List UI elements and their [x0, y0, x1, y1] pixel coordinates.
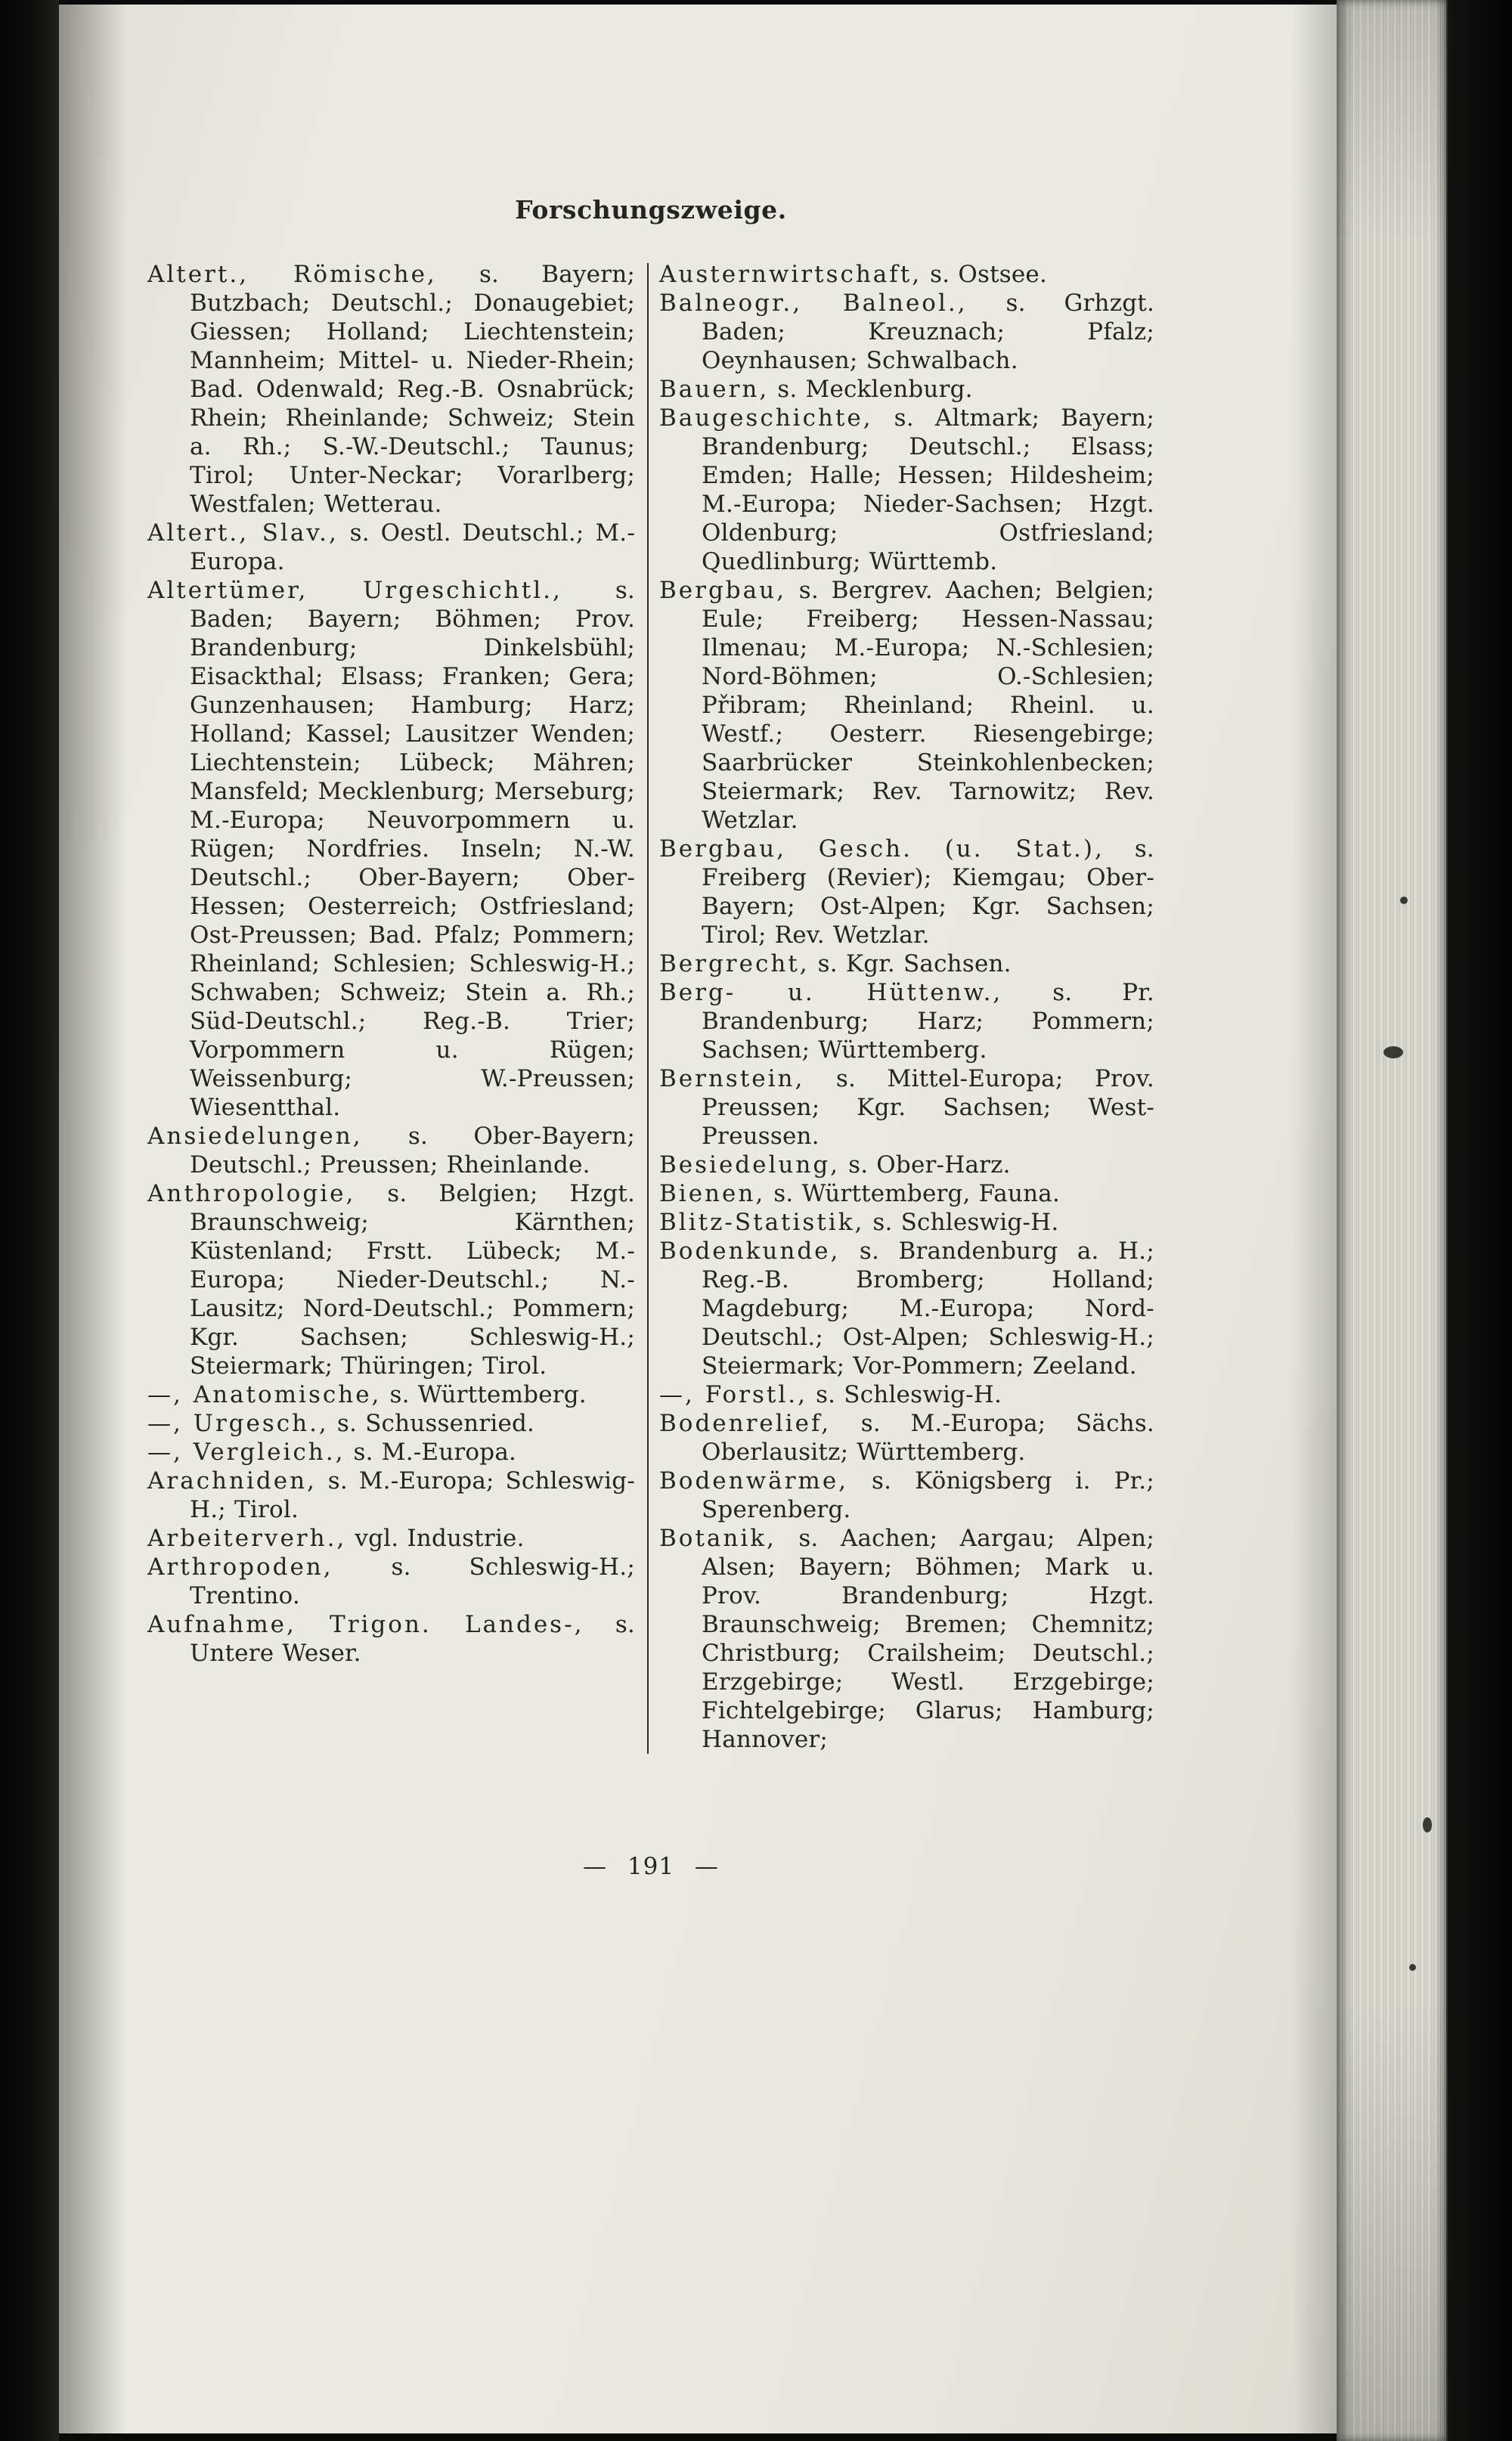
- index-entry: [147, 1438, 635, 1467]
- index-entry: [659, 1208, 1154, 1237]
- entry-references: s. Schleswig-H.; Trentino.: [190, 1554, 635, 1609]
- entry-references: s. Bergrev. Aachen; Belgien; Eule; Freiberg; Hessen-Nassau; Ilmenau; M.-Europa; N.-Schlesien; Nord-Böhmen; O.-Schlesien; Přibram; Rheinland; Rheinl. u. Westf.; Oesterr. Riesengebirge; Saarbrücker Steinkohlenbecken; Steiermark; Rev. Tarnowitz; Rev. Wetzlar.: [702, 577, 1155, 834]
- entry-term: Bergbau,: [659, 577, 786, 604]
- left-column: [147, 260, 635, 1754]
- column-divider-rule: [647, 263, 649, 1754]
- index-entry: [659, 260, 1154, 289]
- dust-speck: [1409, 1964, 1416, 1971]
- index-entry: [659, 1151, 1154, 1179]
- index-entry: [659, 835, 1154, 949]
- entry-term: Baugeschichte,: [659, 404, 873, 432]
- entry-references: s. Altmark; Bayern; Brandenburg; Deutschl.; Elsass; Emden; Halle; Hessen; Hildesheim; M.-Europa; Nieder-Sachsen; Hzgt. Oldenburg; Ostfriesland; Quedlinburg; Württemb.: [702, 404, 1154, 575]
- entry-term: Bodenrelief,: [659, 1410, 832, 1437]
- page-content: [147, 5, 1154, 1881]
- index-entry: [147, 1122, 635, 1179]
- entry-term: Aufnahme, Trigon. Landes-,: [147, 1611, 584, 1638]
- dust-speck: [1423, 1817, 1432, 1832]
- entry-term: Arthropoden,: [147, 1554, 333, 1581]
- index-entry: [659, 1237, 1154, 1380]
- entry-term: —, Vergleich.,: [147, 1439, 345, 1466]
- entry-references: s. Schleswig-H.: [816, 1381, 1002, 1408]
- entry-references: s. M.-Europa; Sächs. Oberlausitz; Württemberg.: [702, 1410, 1154, 1466]
- index-entry: [147, 1409, 635, 1438]
- index-columns: [147, 260, 1154, 1754]
- entry-references: s. Mittel-Europa; Prov. Preussen; Kgr. Sachsen; West-Preussen.: [702, 1065, 1154, 1150]
- dust-speck: [1383, 1046, 1403, 1058]
- index-entry: [147, 1179, 635, 1380]
- dust-speck: [1400, 897, 1408, 904]
- entry-references: s. Württemberg, Fauna.: [773, 1180, 1061, 1207]
- index-entry: [659, 1467, 1154, 1524]
- entry-term: Berg- u. Hüttenw.,: [659, 979, 1003, 1006]
- entry-references: s. Ober-Harz.: [848, 1151, 1011, 1179]
- entry-term: Bienen,: [659, 1180, 766, 1207]
- page-edges: [1337, 0, 1448, 2441]
- entry-references: s. Schleswig-H.: [872, 1209, 1059, 1236]
- index-entry: [147, 260, 635, 519]
- entry-references: s. Pr. Brandenburg; Harz; Pommern; Sachsen; Württemberg.: [702, 979, 1154, 1064]
- entry-references: s. Aachen; Aargau; Alpen; Alsen; Bayern; Böhmen; Mark u. Prov. Brandenburg; Hzgt. Braunschweig; Bremen; Chemnitz; Christburg; Crailsheim; Deutschl.; Erzgebirge; Westl. Erzgebirge; Fichtelgebirge; Glarus; Hamburg; Hannover;: [702, 1525, 1154, 1753]
- entry-term: Bergbau, Gesch. (u. Stat.),: [659, 835, 1105, 863]
- entry-term: Balneogr., Balneol.,: [659, 290, 968, 317]
- entry-term: —, Anatomische,: [147, 1381, 382, 1408]
- index-entry: [659, 1179, 1154, 1208]
- index-entry: [659, 289, 1154, 375]
- index-entry: [147, 1467, 635, 1524]
- entry-references: s. Königsberg i. Pr.; Sperenberg.: [702, 1467, 1154, 1523]
- entry-term: Bodenwärme,: [659, 1467, 849, 1495]
- entry-term: Bernstein,: [659, 1065, 805, 1092]
- index-entry: [659, 1524, 1154, 1754]
- entry-references: s. Untere Weser.: [190, 1611, 635, 1667]
- entry-term: Altertümer, Urgeschichtl.,: [147, 577, 562, 604]
- index-entry: [147, 1380, 635, 1409]
- entry-references: s. M.-Europa.: [353, 1439, 517, 1466]
- book-cover-right: [1446, 0, 1512, 2441]
- index-entry: [659, 1064, 1154, 1151]
- entry-references: s. Oestl. Deutschl.; M.-Europa.: [190, 519, 636, 575]
- entry-term: Bergrecht,: [659, 950, 810, 977]
- book-binding-left: [0, 0, 59, 2441]
- entry-references: s. Freiberg (Revier); Kiemgau; Ober-Bayern; Ost-Alpen; Kgr. Sachsen; Tirol; Rev. Wetzlar.: [702, 835, 1154, 949]
- book-page: [59, 5, 1337, 2433]
- index-entry: [659, 404, 1154, 576]
- entry-references: vgl. Industrie.: [355, 1525, 525, 1552]
- entry-term: —, Forstl.,: [659, 1381, 807, 1408]
- entry-references: s. Ober-Bayern; Deutschl.; Preussen; Rheinlande.: [190, 1123, 635, 1179]
- entry-references: s. Bayern; Butzbach; Deutschl.; Donaugebiet; Giessen; Holland; Liechtenstein; Mannheim; Mittel- u. Nieder-Rhein; Bad. Odenwald; Reg.-B. Osnabrück; Rhein; Rheinlande; Schweiz; Stein a. Rh.; S.-W.-Deutschl.; Taunus; Tirol; Unter-Neckar; Vorarlberg; Westfalen; Wetterau.: [190, 261, 636, 518]
- entry-term: Arachniden,: [147, 1467, 317, 1495]
- index-entry: [147, 1610, 635, 1668]
- entry-references: s. Kgr. Sachsen.: [817, 950, 1012, 977]
- entry-references: s. M.-Europa; Schleswig-H.; Tirol.: [190, 1467, 635, 1523]
- entry-term: Altert., Slav.,: [147, 519, 339, 547]
- entry-term: Bauern,: [659, 376, 770, 403]
- index-entry: [659, 576, 1154, 835]
- entry-references: s. Schussenried.: [336, 1410, 535, 1437]
- entry-term: Altert., Römische,: [147, 261, 437, 288]
- entry-term: Blitz-Statistik,: [659, 1209, 865, 1236]
- entry-references: s. Brandenburg a. H.; Reg.-B. Bromberg; Holland; Magdeburg; M.-Europa; Nord-Deutschl.; Ost-Alpen; Schleswig-H.; Steiermark; Vor-Pommern; Zeeland.: [702, 1238, 1154, 1380]
- entry-references: s. Mecklenburg.: [777, 376, 973, 403]
- entry-term: Ansiedelungen,: [147, 1123, 363, 1150]
- entry-references: s. Ostsee.: [930, 261, 1047, 288]
- index-entry: [659, 375, 1154, 404]
- page-number: — 191 —: [583, 1853, 719, 1880]
- entry-term: Anthropologie,: [147, 1180, 356, 1207]
- entry-references: s. Belgien; Hzgt. Braunschweig; Kärnthen; Küstenland; Frstt. Lübeck; M.-Europa; Nieder-Deutschl.; N.-Lausitz; Nord-Deutschl.; Pommern; Kgr. Sachsen; Schleswig-H.; Steiermark; Thüringen; Tirol.: [190, 1180, 635, 1380]
- entry-term: Bodenkunde,: [659, 1238, 841, 1265]
- entry-term: Besiedelung,: [659, 1151, 841, 1179]
- index-entry: [659, 1409, 1154, 1467]
- right-column: [659, 260, 1154, 1754]
- page-header: Forschungszweige.: [515, 195, 787, 225]
- index-entry: [659, 949, 1154, 978]
- entry-term: Arbeiterverh.,: [147, 1525, 347, 1552]
- index-entry: [659, 1380, 1154, 1409]
- index-entry: [147, 519, 635, 576]
- entry-term: Austernwirtschaft,: [659, 261, 922, 288]
- entry-references: s. Württemberg.: [389, 1381, 587, 1408]
- entry-references: s. Baden; Bayern; Böhmen; Prov. Brandenburg; Dinkelsbühl; Eisackthal; Elsass; Franken; Gera; Gunzenhausen; Hamburg; Harz; Holland; Kassel; Lausitzer Wenden; Liechtenstein; Lübeck; Mähren; Mansfeld; Mecklenburg; Merseburg; M.-Europa; Neuvorpommern u. Rügen; Nordfries. Inseln; N.-W. Deutschl.; Ober-Bayern; Ober-Hessen; Oesterreich; Ostfriesland; Ost-Preussen; Bad. Pfalz; Pommern; Rheinland; Schlesien; Schleswig-H.; Schwaben; Schweiz; Stein a. Rh.; Süd-Deutschl.; Reg.-B. Trier; Vorpommern u. Rügen; Weissenburg; W.-Preussen; Wiesentthal.: [190, 577, 635, 1121]
- entry-term: Botanik,: [659, 1525, 776, 1552]
- index-entry: [659, 978, 1154, 1064]
- entry-term: —, Urgesch.,: [147, 1410, 329, 1437]
- index-entry: [147, 576, 635, 1122]
- index-entry: [147, 1524, 635, 1553]
- entry-references: s. Grhzgt. Baden; Kreuznach; Pfalz; Oeynhausen; Schwalbach.: [702, 290, 1154, 374]
- index-entry: [147, 1553, 635, 1610]
